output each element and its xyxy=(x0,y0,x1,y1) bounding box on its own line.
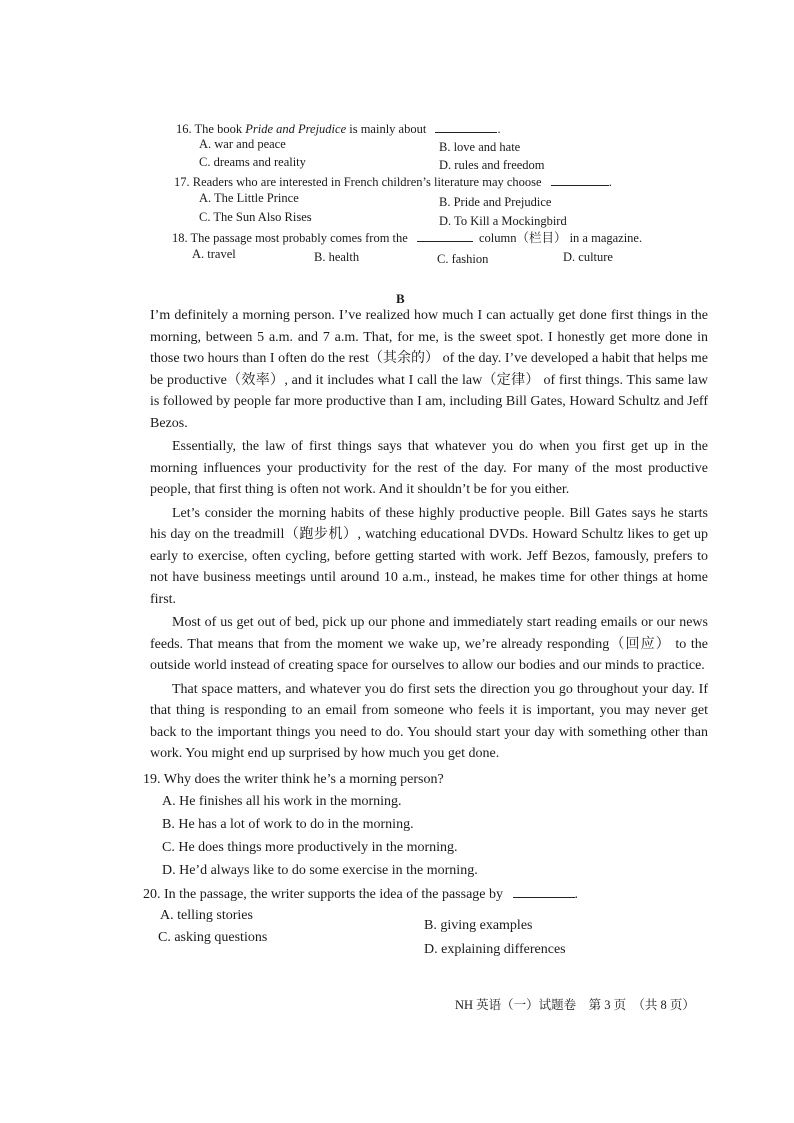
option-17c: C. The Sun Also Rises xyxy=(199,210,312,224)
passage-paragraph-5: That space matters, and whatever you do first sets the direction you go throughout your day. If that thing is responding to an email from someone who feels it is important, you may never get back to the important things you need to do. You should start your day with something other than work. You might end up surprised by how much you get done. xyxy=(150,681,708,761)
option-18a: A. travel xyxy=(192,247,236,261)
option-18b: B. health xyxy=(314,250,360,264)
option-19b: B. He has a lot of work to do in the morning. xyxy=(162,817,414,832)
question-16-stem-start: 16. The book xyxy=(176,122,246,136)
answer-blank xyxy=(417,230,473,242)
option-16c: C. dreams and reality xyxy=(199,155,306,169)
question-18-stem: 18. The passage most probably comes from the xyxy=(172,231,408,245)
option-16d: D. rules and freedom xyxy=(439,158,545,172)
question-16 xyxy=(176,121,501,137)
passage-paragraph-4: Most of us get out of bed, pick up our phone and immediately start reading emails or our news feeds. That means that from the moment we wake up, we’re already responding（回应） to the outside world instead of creating space for ourselves to allow our bodies and our minds to practice. xyxy=(150,615,708,673)
option-20b: B. giving examples xyxy=(424,918,533,933)
option-19c: C. He does things more productively in the morning. xyxy=(162,840,458,855)
option-18d: D. culture xyxy=(563,250,613,264)
passage-paragraph-2: Essentially, the law of first things says that whatever you do when you first get up in the morning influences your productivity for the rest of the day. For many of the most productive people, that first thing is often not work. And it shouldn’t be for you either. xyxy=(150,439,708,497)
question-17-period: . xyxy=(608,175,612,189)
option-20d: D. explaining differences xyxy=(424,942,566,957)
passage-paragraph-1: I’m definitely a morning person. I’ve realized how much I can actually get done first things in the morning, between 5 a.m. and 7 a.m. That, for me, is the sweet spot. I honestly get more done in those two hours than I often do the rest（其余的） of the day. I’ve developed a habit that helps me be productive（效率）, and it includes what I call the law（定律） of first things. This same law is followed by people far more productive than I am, including Bill Gates, Howard Schultz and Jeff Bezos. xyxy=(150,308,708,431)
option-17b: B. Pride and Prejudice xyxy=(439,195,552,209)
option-18c: C. fashion xyxy=(437,252,489,266)
answer-blank xyxy=(435,121,497,133)
question-18 xyxy=(172,230,642,246)
question-20-stem: 20. In the passage, the writer supports the idea of the passage by xyxy=(143,887,504,902)
option-19d: D. He’d always like to do some exercise in the morning. xyxy=(162,863,478,878)
option-17a: A. The Little Prince xyxy=(199,191,299,205)
question-16-stem-end: is mainly about xyxy=(346,122,427,136)
option-16a: A. war and peace xyxy=(199,137,286,151)
option-19a: A. He finishes all his work in the morning. xyxy=(162,794,402,809)
answer-blank xyxy=(513,886,575,898)
question-20-period: . xyxy=(574,887,579,902)
page-footer: NH 英语（一）试题卷 第 3 页 （共 8 页） xyxy=(455,998,695,1012)
question-18-stem-end: column（栏目） in a magazine. xyxy=(478,231,643,245)
option-16b: B. love and hate xyxy=(439,140,521,154)
option-20a: A. telling stories xyxy=(160,908,253,923)
passage-paragraph-3: Let’s consider the morning habits of these highly productive people. Bill Gates says he starts his day on the treadmill（跑步机）, watching educational DVDs. Howard Schultz likes to get up early to exercise, often cycling, before getting started with work. Jeff Bezos, famously, prefers to not have business meetings until around 10 a.m., instead, he makes time for other things at home first. xyxy=(150,505,708,607)
question-19: 19. Why does the writer think he’s a morning person? xyxy=(143,772,444,787)
question-20 xyxy=(143,886,578,904)
reading-passage xyxy=(150,305,708,767)
question-17 xyxy=(174,174,612,190)
question-16-book-title: Pride and Prejudice xyxy=(245,122,347,136)
option-17d: D. To Kill a Mockingbird xyxy=(439,214,567,228)
option-20c: C. asking questions xyxy=(158,930,268,945)
answer-blank xyxy=(551,174,609,186)
question-16-period: . xyxy=(497,122,501,136)
section-b-title: B xyxy=(396,291,405,306)
question-17-stem: 17. Readers who are interested in French children’s literature may choose xyxy=(174,175,542,189)
